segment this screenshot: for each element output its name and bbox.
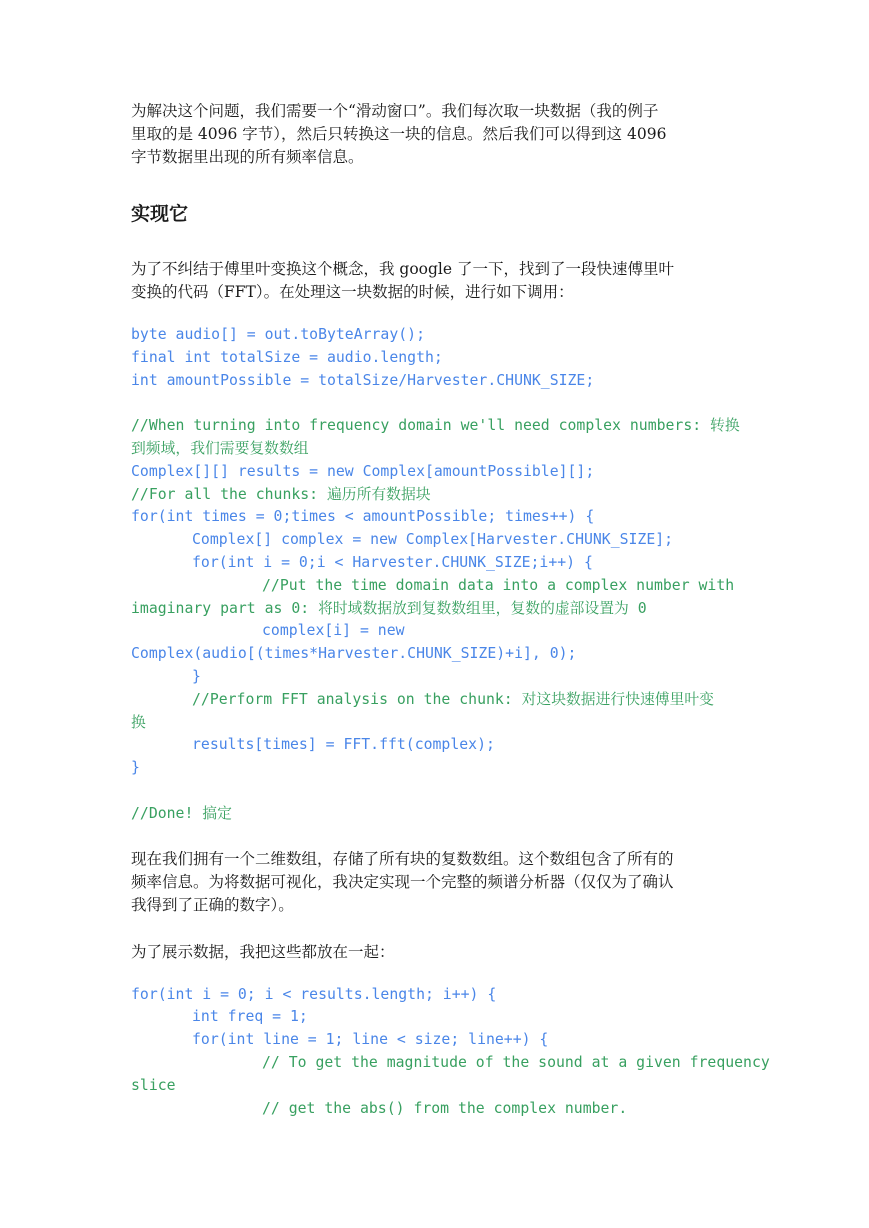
code-comment-line: //For all the chunks: 遍历所有数据块 <box>131 485 431 503</box>
para3-line-1: 现在我们拥有一个二维数组，存储了所有块的复数数组。这个数组包含了所有的 <box>131 849 674 868</box>
intro-line-3: 字节数据里出现的所有频率信息。 <box>131 148 364 166</box>
code-comment-line: slice <box>131 1076 176 1094</box>
code-line: for(int i = 0;i < Harvester.CHUNK_SIZE;i++) { <box>192 553 593 571</box>
code-block-fft <box>131 324 741 826</box>
display-paragraph <box>131 941 741 964</box>
code-comment-line: imaginary part as 0: 将时域数据放到复数数组里，复数的虚部设置为 0 <box>131 599 647 617</box>
blank-line <box>131 392 741 415</box>
code-line: } <box>131 759 140 777</box>
article-page <box>131 100 770 1120</box>
code-comment-line: //Done! 搞定 <box>131 804 232 822</box>
section-heading: 实现它 <box>131 203 189 225</box>
para2-line-2: 变换的代码（FFT）。在处理这一块数据的时候，进行如下调用： <box>131 283 574 301</box>
code-line: int amountPossible = totalSize/Harvester.CHUNK_SIZE; <box>131 371 595 389</box>
intro-line-1: 为解决这个问题，我们需要一个“滑动窗口”。我们每次取一块数据（我的例子 <box>131 102 659 120</box>
code-line: } <box>192 667 201 685</box>
intro-paragraph <box>131 100 741 169</box>
code-comment-line: //Perform FFT analysis on the chunk: 对这块数据进行快速傅里叶变 <box>192 690 714 708</box>
para4-line-1: 为了展示数据，我把这些都放在一起： <box>131 942 395 961</box>
code-comment-line: // To get the magnitude of the sound at a given frequency <box>262 1053 770 1071</box>
code-block-display <box>131 984 770 1121</box>
code-line: for(int i = 0; i < results.length; i++) { <box>131 985 497 1003</box>
code-comment-line: // get the abs() from the complex number. <box>262 1099 628 1117</box>
para3-line-2: 频率信息。为将数据可视化，我决定实现一个完整的频谱分析器（仅仅为了确认 <box>131 872 674 891</box>
para3-line-3: 我得到了正确的数字）。 <box>131 895 294 914</box>
intro-fft-paragraph <box>131 258 741 304</box>
code-comment-line: //Put the time domain data into a complex number with <box>262 576 735 594</box>
result-paragraph <box>131 848 741 917</box>
code-line: Complex[][] results = new Complex[amountPossible][]; <box>131 462 595 480</box>
code-line: final int totalSize = audio.length; <box>131 348 443 366</box>
code-comment-line: //When turning into frequency domain we'll need complex numbers: 转换 <box>131 417 740 435</box>
code-line: complex[i] = new <box>262 622 405 640</box>
code-line: Complex(audio[(times*Harvester.CHUNK_SIZE)+i], 0); <box>131 645 577 663</box>
code-line: Complex[] complex = new Complex[Harvester.CHUNK_SIZE]; <box>192 531 674 549</box>
code-line: for(int line = 1; line < size; line++) { <box>192 1031 549 1049</box>
code-line: for(int times = 0;times < amountPossible; times++) { <box>131 508 595 526</box>
para2-line-1: 为了不纠结于傅里叶变换这个概念，我 google 了一下，找到了一段快速傅里叶 <box>131 260 674 278</box>
blank-line <box>131 780 741 803</box>
intro-line-2: 里取的是 4096 字节），然后只转换这一块的信息。然后我们可以得到这 4096 <box>131 125 667 143</box>
code-comment-line: 换 <box>131 713 146 731</box>
code-line: int freq = 1; <box>192 1008 308 1026</box>
code-line: results[times] = FFT.fft(complex); <box>192 736 495 754</box>
code-line: byte audio[] = out.toByteArray(); <box>131 326 425 343</box>
code-comment-line: 到频域，我们需要复数数组 <box>131 439 309 457</box>
